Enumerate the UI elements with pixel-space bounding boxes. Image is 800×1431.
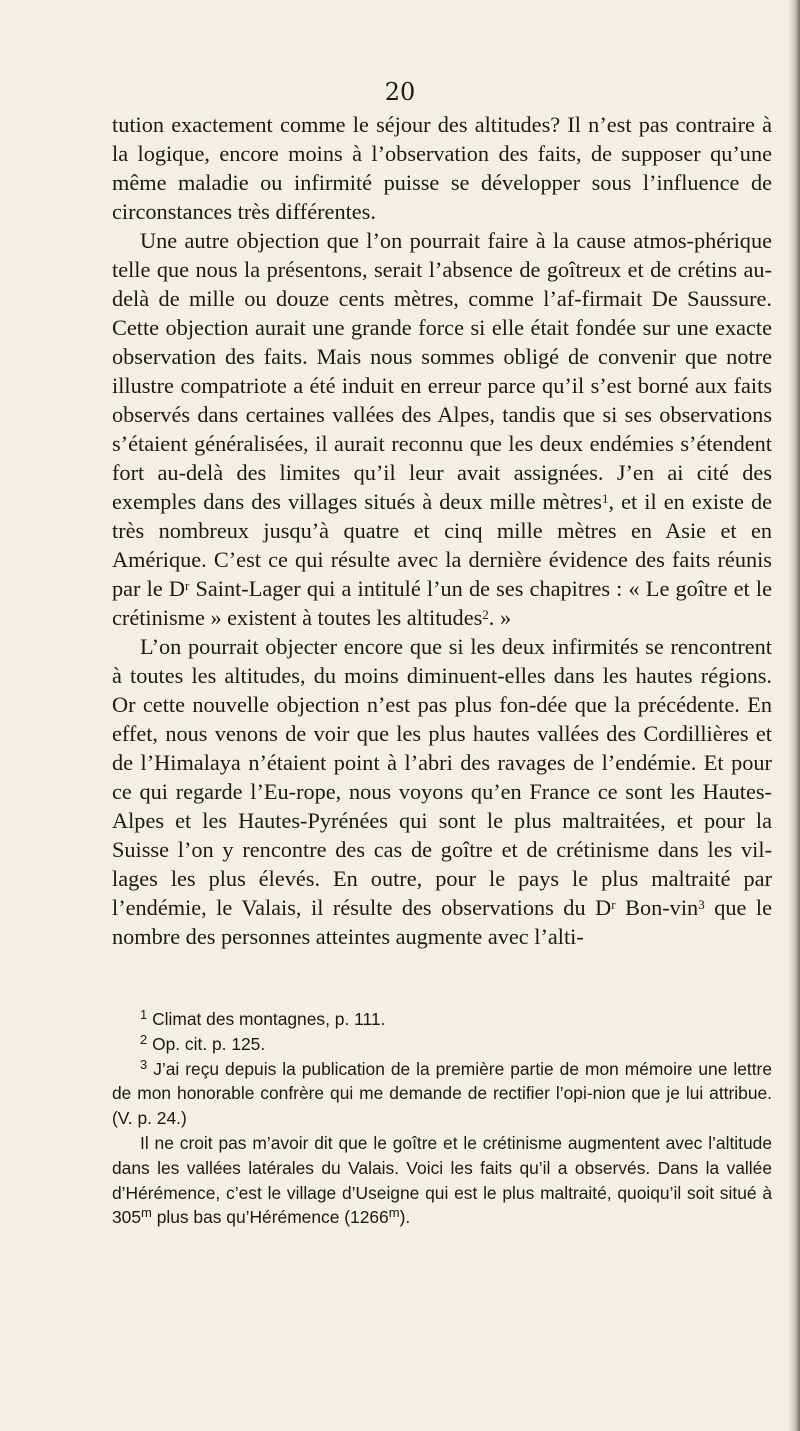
footnote-ref-3: 3	[698, 897, 705, 913]
paragraph-2	[112, 226, 772, 632]
footnote-ref-1: 1	[601, 491, 609, 507]
footnote-3	[112, 1057, 772, 1131]
footnote-mark: 1	[140, 1007, 148, 1023]
body-text	[112, 110, 772, 951]
footnote-mark: 3	[140, 1056, 148, 1072]
footnote-3-continued	[112, 1131, 772, 1230]
page-edge-shadow	[788, 0, 800, 1431]
footnote-text: ).	[399, 1207, 411, 1228]
footnote-2	[112, 1032, 772, 1057]
paragraph-1: tution exactement comme le séjour des altitudes? Il n’est pas contraire à la logique, encore moins à l’observation des faits, de supposer qu’une même maladie ou infirmité puisse se développer sous l’influence de circonstances très différentes.	[112, 112, 772, 224]
paragraph-2-text-a: Une autre objection que l’on pourrait faire à la cause atmos-phérique telle que nous la présentons, serait l’absence de goîtreux et de crétins au-delà de mille ou douze cents mètres, comme l’af-firmait De Saussure. Cette objection aurait une grande force si elle était fondée sur une exacte observation des faits. Mais nous sommes obligé de convenir que notre illustre compatriote a été induit en erreur parce qu’il s’est borné aux faits observés dans certaines vallées des Alpes, tandis que si ses observations s’étaient généralisées, il aurait reconnu que les deux endémies s’étendent fort au-delà des limites qu’il leur avait assignées. J’en ai cité des exemples dans des villages situés à deux mille mètres	[112, 228, 772, 514]
paragraph-3	[112, 632, 772, 951]
footnote-text: Op. cit. p. 125.	[147, 1033, 266, 1054]
footnote-text: Climat des montagnes, p. 111.	[147, 1009, 386, 1029]
footnote-mark: 2	[140, 1031, 148, 1047]
superscript-r: r	[611, 897, 616, 913]
paragraph-2-text-b: , et il en existe de très nombreux jusqu’à quatre et cinq mille mètres en Asie et en Amérique. C’est ce qui résulte avec la dernière évidence des faits réunis par le D	[112, 489, 772, 601]
unit-m: m	[141, 1205, 152, 1221]
page-number: 20	[384, 78, 416, 106]
paragraph-2-text-c: Saint-Lager qui a intitulé l’un de ses chapitres : « Le goître et le crétinisme » existent à toutes les altitudes	[112, 576, 772, 630]
superscript-r: r	[184, 578, 190, 594]
footnote-ref-2: 2	[482, 607, 489, 623]
footnotes	[112, 1007, 772, 1230]
footnote-1	[112, 1007, 772, 1032]
paragraph-3-text-b: Bon-vin	[615, 895, 699, 920]
paragraph-3-text-a: L’on pourrait objecter encore que si les deux infirmités se rencontrent à toutes les altitudes, du moins diminuent-elles dans les hautes régions. Or cette nouvelle objection n’est pas plus fon-dée que la précédente. En effet, nous venons de voir que les plus hautes vallées des Cordillières et de l’Himalaya n’étaient point à l’abri des ravages de l’endémie. Et pour ce qui regarde l’Eu-rope, nous voyons qu’en France ce sont les Hautes-Alpes et les Hautes-Pyrénées qui sont le plus maltraitées, et pour la Suisse l’on y rencontre des cas de goître et de crétinisme dans les vil-lages les plus élevés. En outre, pour le pays le plus maltraité par l’endémie, le Valais, il résulte des observations du D	[112, 634, 772, 920]
footnote-text: J’ai reçu depuis la publication de la première partie de mon mémoire une lettre de mon honorable confrère qui me demande de rectifier l’opi-nion que je lui attribue. (V. p. 24.)	[112, 1058, 772, 1129]
footnote-text: plus bas qu’Hérémence (1266	[151, 1207, 389, 1228]
footnote-text: Il ne croit pas m’avoir dit que le goître et le crétinisme augmentent avec l’altitude dans les vallées latérales du Valais. Voici les faits qu’il a observés. Dans la vallée d’Hérémence, c’est le village d’Useigne qui est le plus maltraité, quoiqu’il soit situé à 305	[112, 1132, 772, 1228]
paragraph-2-text-d: . »	[488, 605, 512, 630]
unit-m: m	[388, 1205, 400, 1221]
paragraph-3-text-c: que le nombre des personnes atteintes augmente avec l’alti-	[112, 895, 772, 949]
